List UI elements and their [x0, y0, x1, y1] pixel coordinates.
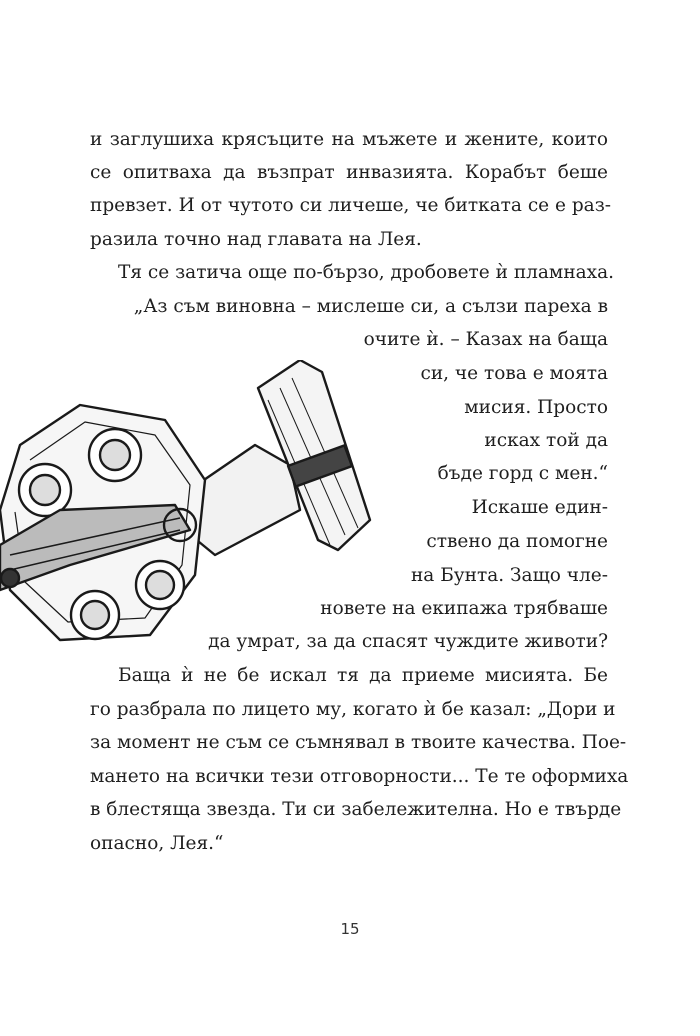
- spaceship-illustration: [0, 360, 390, 670]
- text-line: и заглушиха крясъците на мъжете и жените, които: [90, 129, 608, 150]
- text-line: си, че това е моята: [420, 363, 608, 384]
- text-line: мисия. Просто: [464, 397, 608, 418]
- text-line: Искаше един-: [471, 497, 608, 518]
- text-line: превзет. И от чутото си личеше, че битката се е раз-: [90, 195, 612, 216]
- text-line: мането на всички тези отговорности... Те те оформиха: [90, 766, 629, 787]
- text-line: опасно, Лея.“: [90, 833, 224, 854]
- text-line: исках той да: [484, 430, 608, 451]
- text-line: да умрат, за да спасят чуждите животи?: [208, 631, 608, 652]
- text-line: „Аз съм виновна – мислеше си, а сълзи пареха в: [133, 296, 608, 317]
- text-line: за момент не съм се съмнявал в твоите качества. Пое-: [90, 732, 627, 753]
- page-number: 15: [340, 920, 360, 938]
- text-line: на Бунта. Защо чле-: [410, 565, 608, 586]
- text-line: Баща ѝ не бе искал тя да приеме мисията. Бе: [118, 665, 608, 686]
- text-line: Тя се затича още по-бързо, дробовете ѝ пламнаха.: [118, 262, 615, 283]
- text-line: новете на екипажа трябваше: [320, 598, 608, 619]
- text-line: в блестяща звезда. Ти си забележителна. Но е твърде: [90, 799, 622, 820]
- text-line: ствено да помогне: [426, 531, 608, 552]
- text-line: бъде горд с мен.“: [437, 463, 608, 484]
- text-line: го разбрала по лицето му, когато ѝ бе казал: „Дори и: [90, 699, 616, 720]
- text-line: очите ѝ. – Казах на баща: [363, 329, 608, 350]
- text-line: се опитваха да възпрат инвазията. Корабът беше: [90, 162, 608, 183]
- text-line: разила точно над главата на Лея.: [90, 229, 422, 250]
